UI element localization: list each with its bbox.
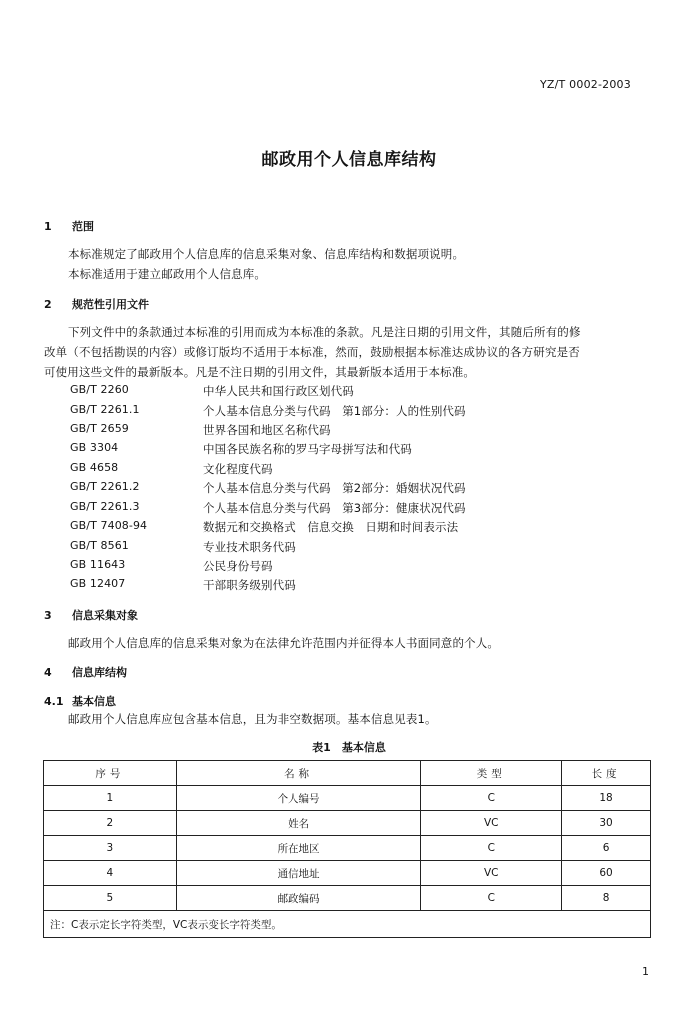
table-caption: 表1 基本信息: [312, 741, 386, 754]
reference-name: 世界各国和地区名称代码: [203, 423, 331, 437]
section-heading-scope: [44, 218, 94, 234]
paragraph-line: 可使用这些文件的最新版本。凡是不注日期的引用文件，其最新版本适用于本标准。: [44, 365, 476, 379]
paragraph: 邮政用个人信息库的信息采集对象为在法律允许范围内并征得本人书面同意的个人。: [68, 636, 500, 650]
cell-length: 6: [562, 836, 651, 861]
section-heading-normative: [44, 296, 149, 312]
table-header-row: [44, 761, 651, 786]
reference-code: GB/T 7408-94: [70, 519, 148, 532]
standard-code: YZ/T 0002-2003: [540, 78, 631, 91]
section-heading-structure: [44, 664, 127, 680]
reference-name: 个人基本信息分类与代码 第2部分：婚姻状况代码: [203, 481, 466, 495]
cell-seq: 4: [44, 861, 177, 886]
column-header-type: 类型: [421, 761, 562, 786]
section-number: 3: [44, 609, 52, 622]
reference-code: GB/T 8561: [70, 539, 129, 552]
section-title: 范围: [72, 220, 94, 233]
cell-name: 个人编号: [176, 786, 421, 811]
cell-seq: 1: [44, 786, 177, 811]
cell-name: 邮政编码: [176, 886, 421, 911]
reference-name: 公民身份号码: [203, 559, 273, 573]
reference-name: 专业技术职务代码: [203, 540, 296, 554]
reference-name: 文化程度代码: [203, 462, 273, 476]
reference-code: GB 12407: [70, 577, 126, 590]
basic-info-table: [43, 760, 651, 938]
column-header-seq: 序号: [44, 761, 177, 786]
cell-type: C: [421, 836, 562, 861]
cell-name: 姓名: [176, 811, 421, 836]
cell-type: VC: [421, 811, 562, 836]
cell-name: 所在地区: [176, 836, 421, 861]
section-number: 4.1: [44, 695, 64, 708]
section-number: 4: [44, 666, 52, 679]
column-header-name: 名称: [176, 761, 421, 786]
cell-length: 60: [562, 861, 651, 886]
paragraph: 本标准规定了邮政用个人信息库的信息采集对象、信息库结构和数据项说明。: [68, 247, 465, 261]
reference-code: GB 11643: [70, 558, 126, 571]
reference-code: GB 4658: [70, 461, 119, 474]
cell-seq: 2: [44, 811, 177, 836]
cell-name: 通信地址: [176, 861, 421, 886]
subsection-heading-basic: [44, 693, 116, 709]
table-note-row: [44, 911, 651, 938]
cell-type: C: [421, 786, 562, 811]
reference-code: GB/T 2659: [70, 422, 129, 435]
reference-name: 干部职务级别代码: [203, 578, 296, 592]
paragraph: 本标准适用于建立邮政用个人信息库。: [68, 267, 267, 281]
column-header-length: 长度: [562, 761, 651, 786]
section-title: 信息库结构: [72, 666, 127, 679]
section-number: 2: [44, 298, 52, 311]
reference-name: 个人基本信息分类与代码 第3部分：健康状况代码: [203, 501, 466, 515]
cell-length: 18: [562, 786, 651, 811]
page-title: 邮政用个人信息库结构: [261, 150, 437, 170]
cell-type: VC: [421, 861, 562, 886]
cell-length: 30: [562, 811, 651, 836]
table-row: [44, 786, 651, 811]
reference-code: GB/T 2261.3: [70, 500, 140, 513]
table-row: [44, 811, 651, 836]
reference-name: 个人基本信息分类与代码 第1部分：人的性别代码: [203, 404, 466, 418]
reference-name: 中华人民共和国行政区划代码: [203, 384, 354, 398]
paragraph-line: 下列文件中的条款通过本标准的引用而成为本标准的条款。凡是注日期的引用文件，其随后所有的修: [68, 325, 581, 339]
reference-code: GB/T 2261.2: [70, 480, 140, 493]
page-number: 1: [642, 965, 649, 978]
section-heading-collection: [44, 607, 138, 623]
section-number: 1: [44, 220, 52, 233]
reference-name: 数据元和交换格式 信息交换 日期和时间表示法: [203, 520, 459, 534]
cell-seq: 5: [44, 886, 177, 911]
section-title: 规范性引用文件: [72, 298, 149, 311]
paragraph: 邮政用个人信息库应包含基本信息，且为非空数据项。基本信息见表1。: [68, 712, 437, 726]
cell-seq: 3: [44, 836, 177, 861]
table-row: [44, 836, 651, 861]
reference-code: GB/T 2261.1: [70, 403, 140, 416]
table-row: [44, 861, 651, 886]
reference-name: 中国各民族名称的罗马字母拼写法和代码: [203, 442, 412, 456]
cell-type: C: [421, 886, 562, 911]
paragraph-line: 改单（不包括勘误的内容）或修订版均不适用于本标准，然而，鼓励根据本标准达成协议的各方研究是否: [44, 345, 580, 359]
table-row: [44, 886, 651, 911]
section-title: 信息采集对象: [72, 609, 138, 622]
reference-code: GB 3304: [70, 441, 119, 454]
section-title: 基本信息: [72, 695, 116, 708]
cell-length: 8: [562, 886, 651, 911]
table-note: 注：C表示定长字符类型，VC表示变长字符类型。: [44, 911, 651, 938]
reference-code: GB/T 2260: [70, 383, 129, 396]
